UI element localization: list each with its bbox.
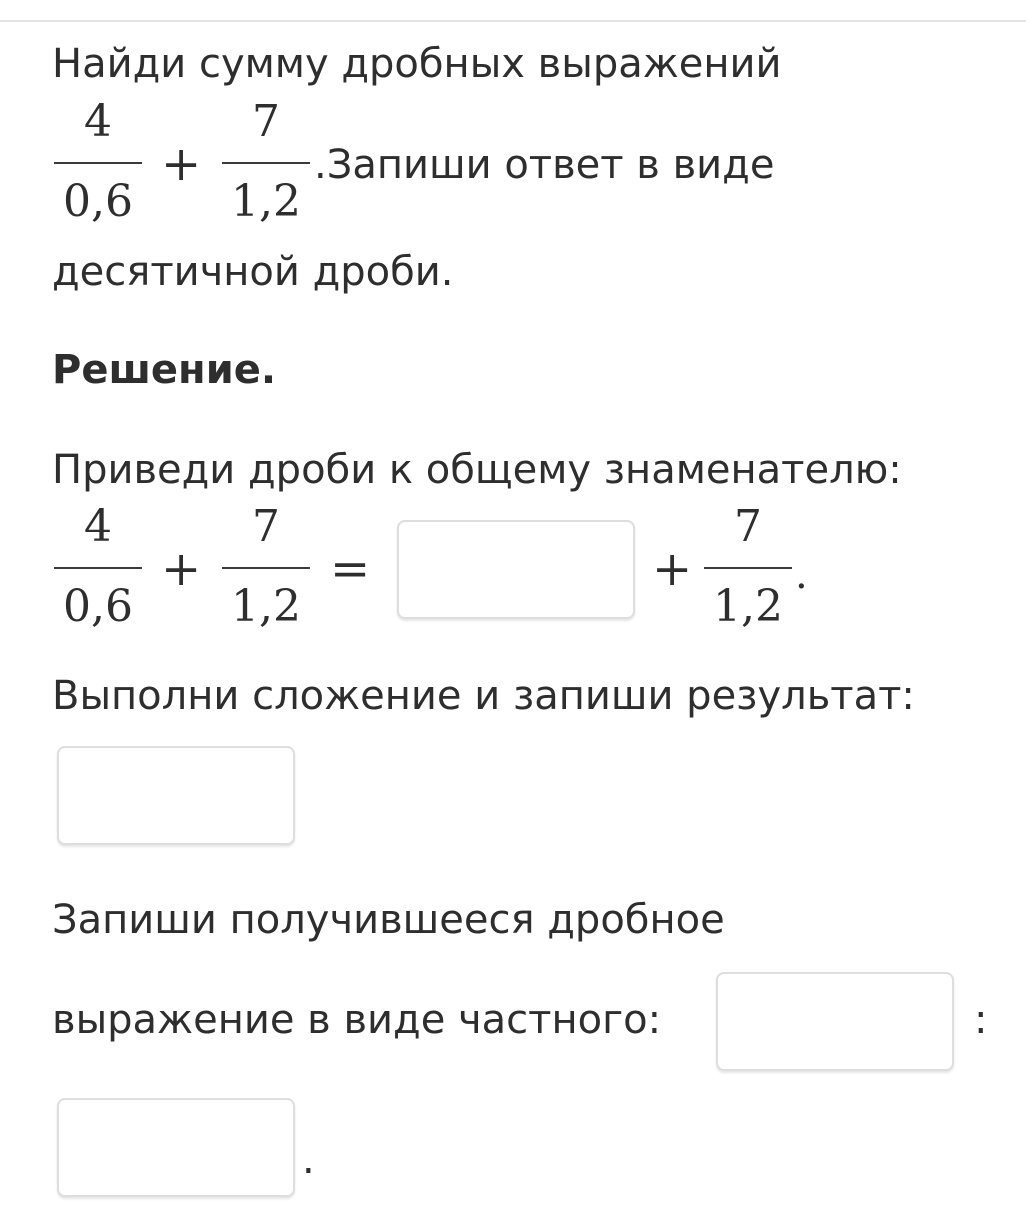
step1-fraction-2-bar (222, 567, 310, 569)
step2-result-input[interactable] (57, 746, 295, 845)
step1-fraction-3-numerator: 7 (734, 501, 762, 552)
task-fraction-2-numerator: 7 (252, 96, 280, 147)
task-fraction-1-denominator: 0,6 (63, 176, 133, 227)
step1-fraction-3-denominator: 1,2 (713, 581, 783, 632)
step3-colon: : (974, 997, 988, 1043)
step1-fraction-1-bar (54, 567, 142, 569)
step1-fraction-2-denominator: 1,2 (231, 581, 301, 632)
step3-dividend-input[interactable] (716, 972, 954, 1071)
solution-heading: Решение. (52, 347, 277, 393)
step1-equals-sign: = (330, 541, 371, 597)
step3-divisor-input[interactable] (57, 1098, 295, 1197)
task-fraction-2-bar (222, 162, 310, 164)
task-plus-sign: + (161, 136, 202, 192)
step1-numerator-input[interactable] (397, 520, 635, 619)
task-fraction-1-bar (54, 162, 142, 164)
step1-plus-sign: + (161, 541, 202, 597)
step1-plus-sign-2: + (652, 541, 693, 597)
task-line-1: Найди сумму дробных выражений (52, 41, 782, 87)
task-line-2-suffix: .Запиши ответ в виде (314, 142, 775, 188)
step1-fraction-2-numerator: 7 (252, 501, 280, 552)
step2-instruction: Выполни сложение и запиши результат: (52, 673, 915, 719)
task-fraction-1-numerator: 4 (84, 96, 112, 147)
step1-fraction-3-bar (704, 567, 792, 569)
step3-end-period: . (302, 1137, 315, 1183)
step3-instruction-line-1: Запиши получившееся дробное (52, 897, 725, 943)
step1-end-period: . (795, 552, 808, 598)
step1-fraction-1-denominator: 0,6 (63, 581, 133, 632)
task-line-3: десятичной дроби. (52, 249, 454, 295)
task-fraction-2-denominator: 1,2 (231, 176, 301, 227)
top-divider (0, 20, 1026, 22)
step1-instruction: Приведи дроби к общему знаменателю: (52, 447, 902, 493)
step3-instruction-line-2: выражение в виде частного: (52, 997, 662, 1043)
step1-fraction-1-numerator: 4 (84, 501, 112, 552)
